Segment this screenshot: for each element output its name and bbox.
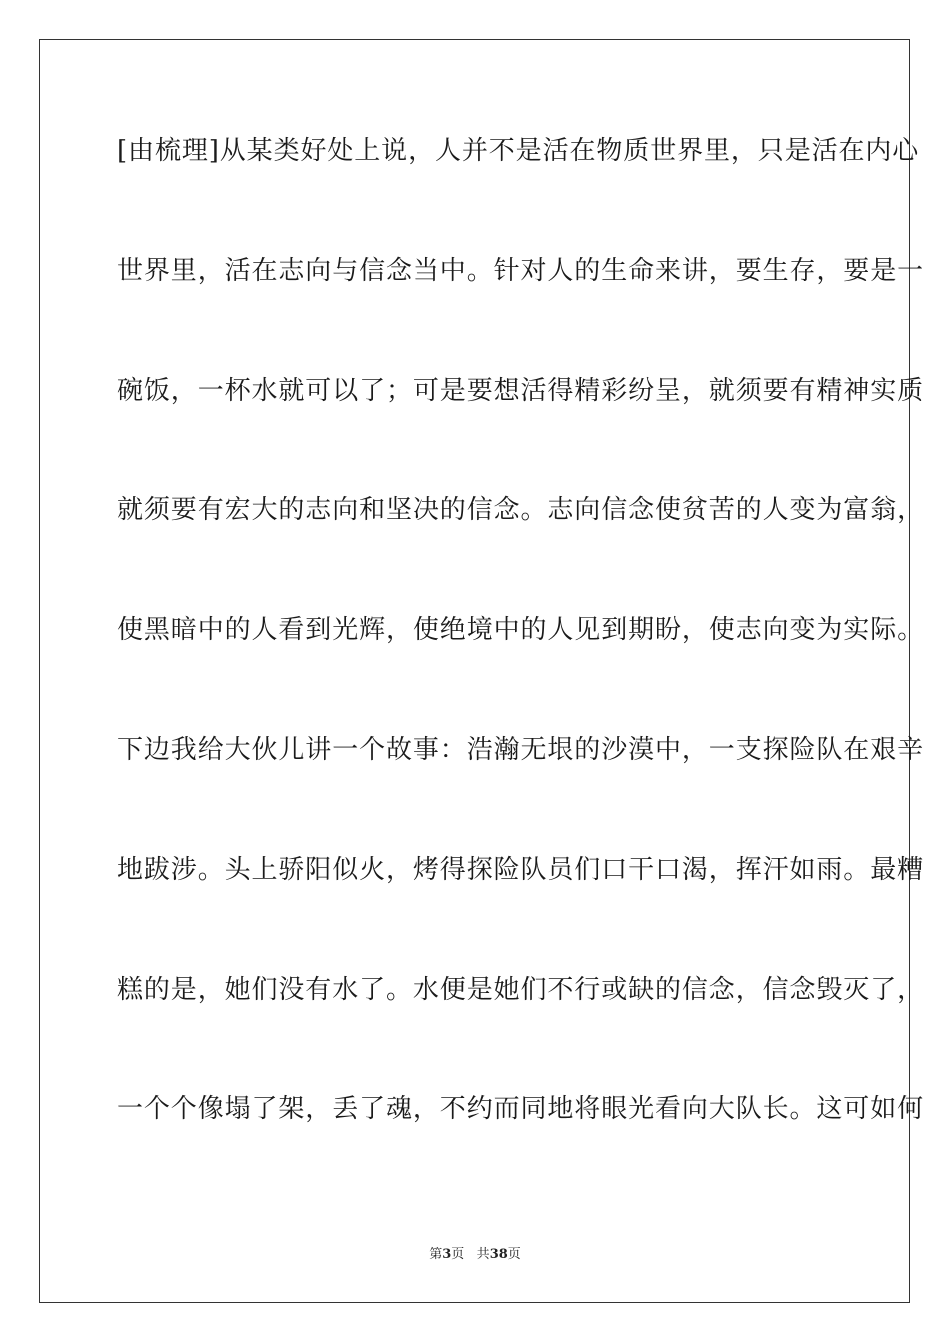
document-body [117, 125, 925, 1203]
text-line-1: [由梳理]从某类好处上说，人并不是活在物质世界里，只是活在内心 [117, 136, 920, 166]
text-line-8: 糕的是，她们没有水了。水便是她们不行或缺的信念，信念毁灭了， [117, 974, 925, 1005]
page-suffix: 页 [451, 1247, 465, 1262]
text-line-5: 使黑暗中的人看到光辉，使绝境中的人见到期盼，使志向变为实际。 [117, 615, 925, 646]
text-line-2: 世界里，活在志向与信念当中。针对人的生命来讲，要生存，要是一 [117, 255, 925, 286]
page-footer [0, 1246, 950, 1264]
total-suffix: 页 [507, 1247, 521, 1262]
total-page-count: 38 [489, 1247, 508, 1262]
text-line-4: 就须要有宏大的志向和坚决的信念。志向信念使贫苦的人变为富翁， [117, 495, 925, 526]
text-line-9: 一个个像塌了架，丢了魂，不约而同地将眼光看向大队长。这可如何 [117, 1094, 925, 1125]
text-line-7: 地跋涉。头上骄阳似火，烤得探险队员们口干口渴，挥汗如雨。最糟 [117, 854, 925, 885]
text-line-3: 碗饭，一杯水就可以了；可是要想活得精彩纷呈，就须要有精神实质 [117, 375, 925, 406]
current-page-number: 3 [442, 1247, 452, 1262]
total-prefix: 共 [476, 1247, 490, 1262]
text-line-6: 下边我给大伙儿讲一个故事：浩瀚无垠的沙漠中，一支探险队在艰辛 [117, 734, 925, 765]
page-prefix: 第 [429, 1247, 443, 1262]
